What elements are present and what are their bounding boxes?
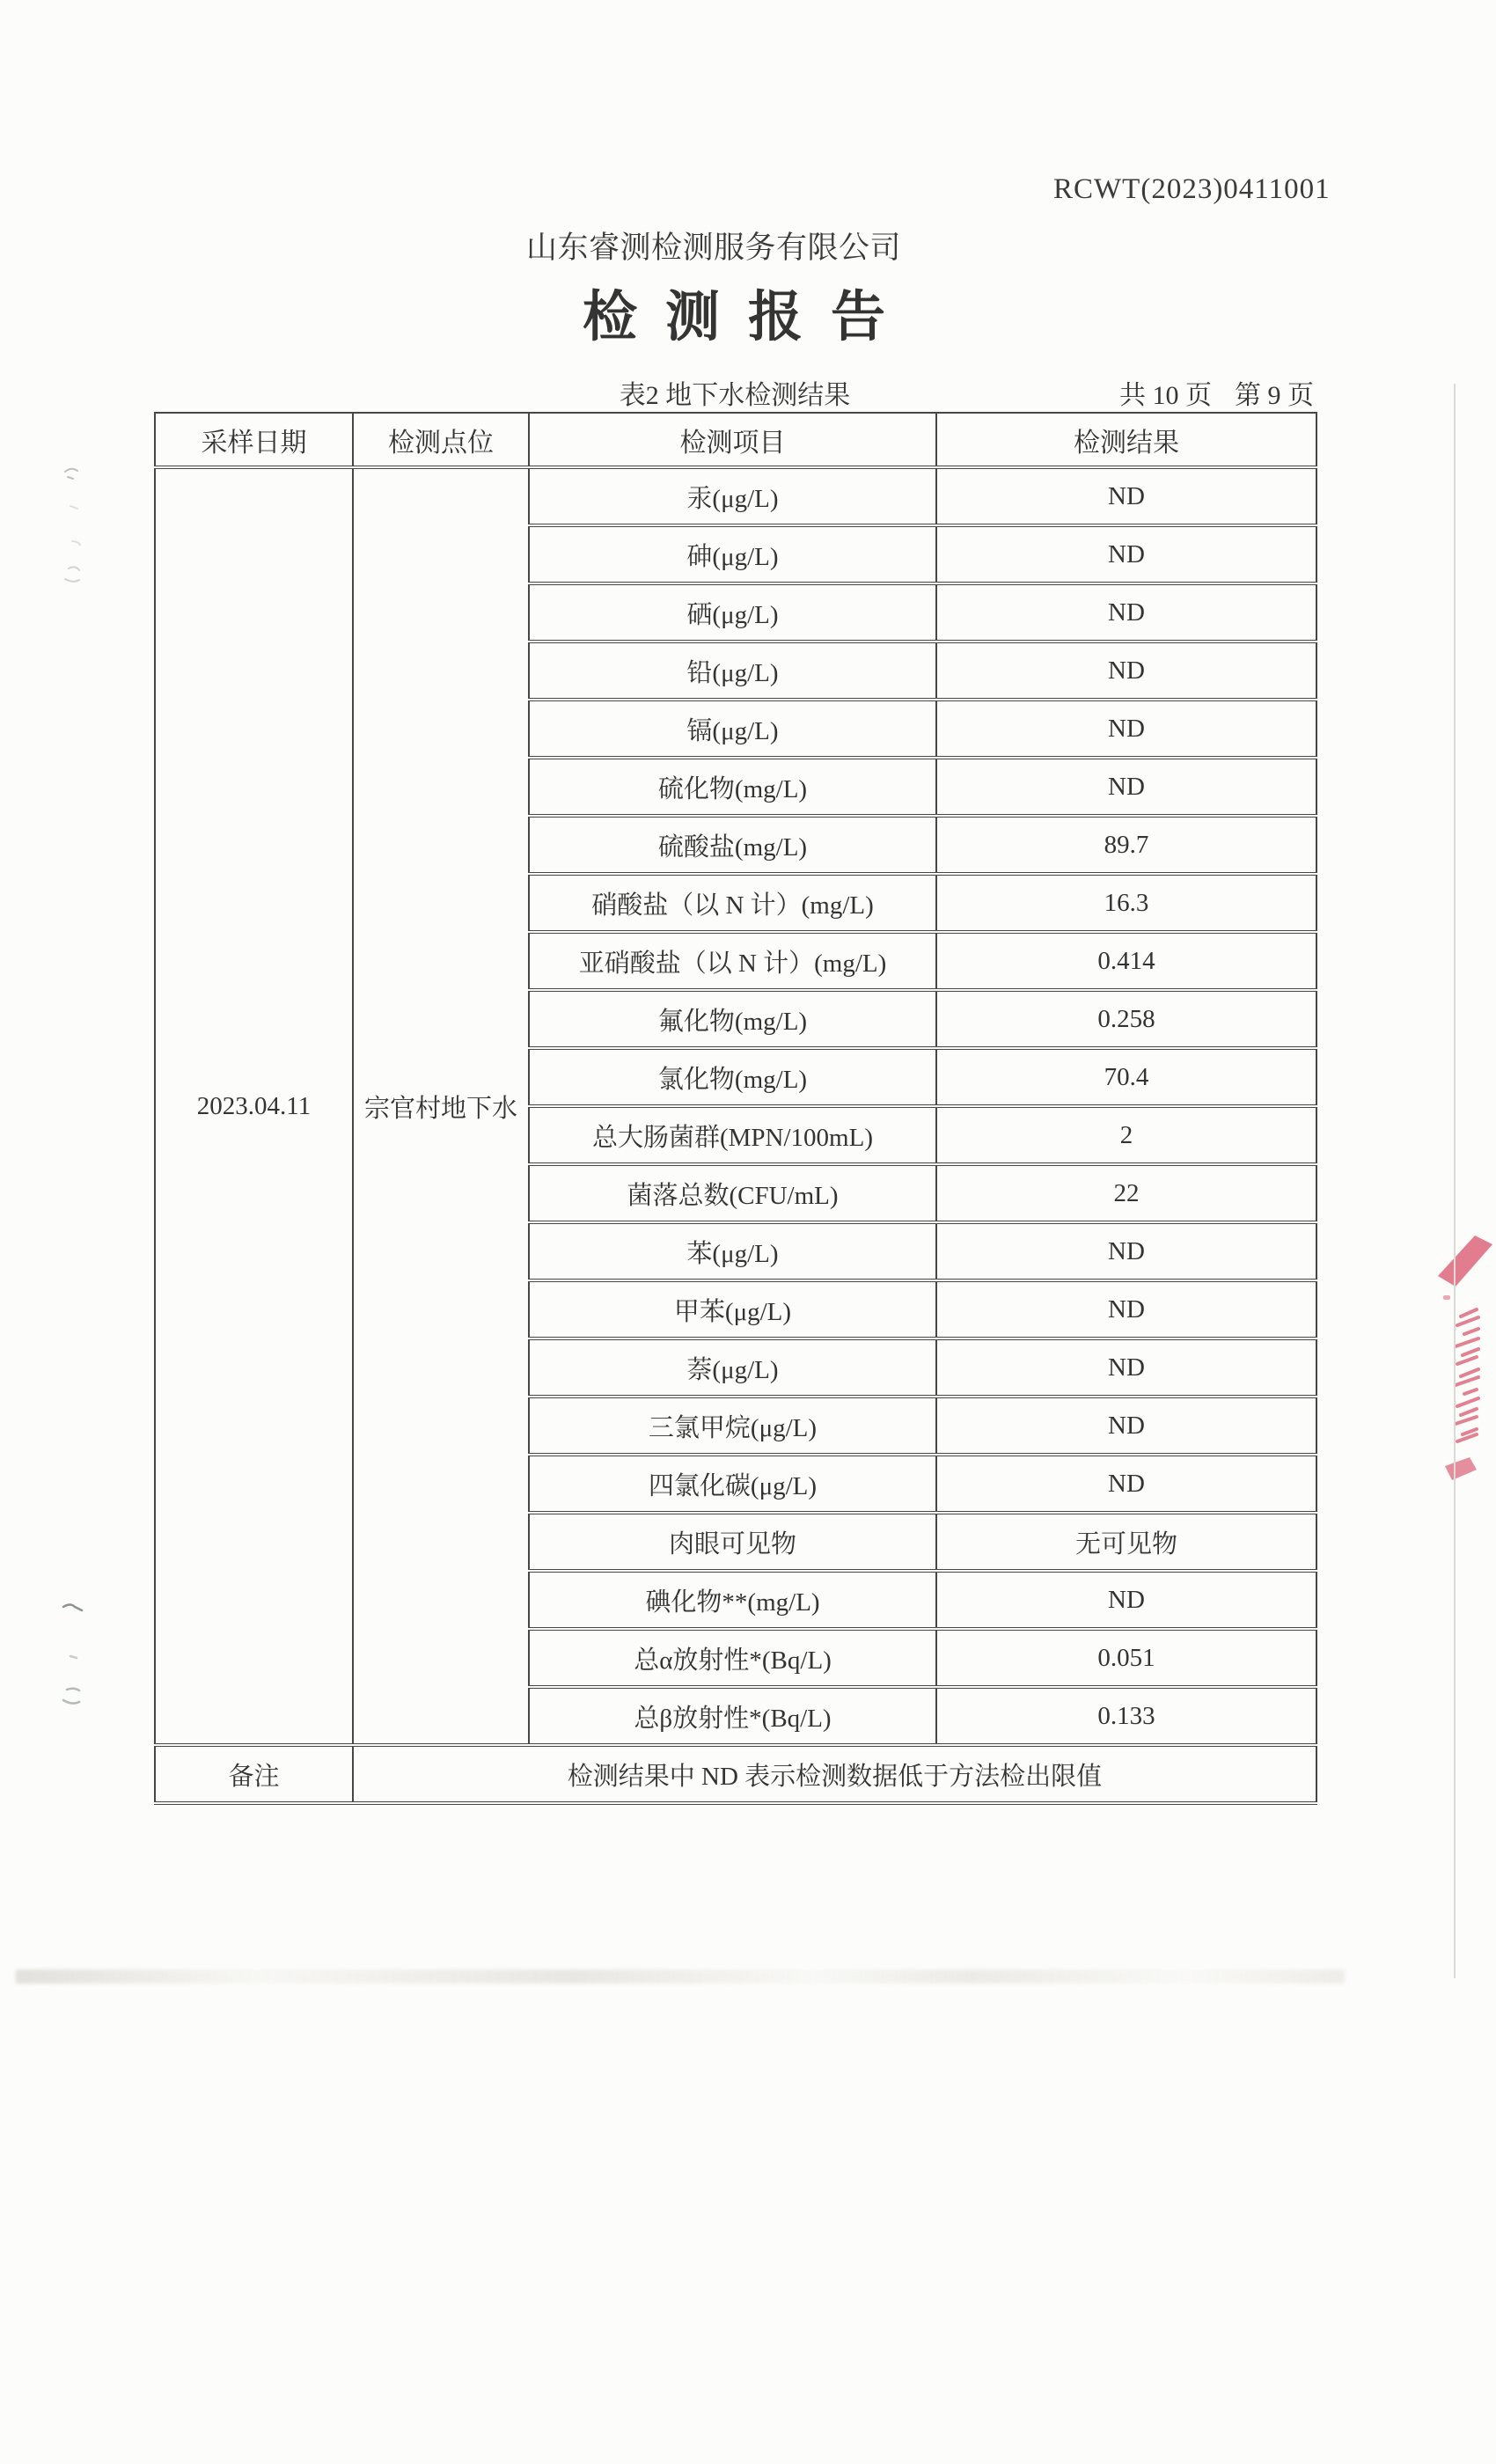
test-item-cell: 总β放射性*(Bq/L) [529, 1687, 936, 1745]
company-name: 山东睿测检测服务有限公司 [526, 231, 902, 265]
note-label-cell: 备注 [155, 1745, 353, 1803]
sample-date-cell: 2023.04.11 [155, 467, 353, 1745]
test-item-cell: 硫化物(mg/L) [529, 758, 936, 816]
test-result-cell: 89.7 [936, 816, 1316, 874]
test-result-cell: 0.051 [936, 1629, 1316, 1687]
sample-point-cell: 宗官村地下水 [353, 467, 529, 1745]
note-row [155, 1745, 1316, 1803]
test-item-cell: 四氯化碳(μg/L) [529, 1455, 936, 1513]
test-item-cell: 苯(μg/L) [529, 1222, 936, 1280]
test-result-cell: ND [936, 1571, 1316, 1629]
report-code: RCWT(2023)0411001 [1053, 173, 1331, 205]
pencil-marks-bottom [39, 1595, 100, 1735]
test-result-cell: ND [936, 1222, 1316, 1280]
scan-smudge [16, 1969, 1345, 1984]
test-item-cell: 硒(μg/L) [529, 583, 936, 642]
test-result-cell: ND [936, 1455, 1316, 1513]
test-result-cell: ND [936, 1397, 1316, 1455]
test-result-cell: ND [936, 700, 1316, 758]
test-item-cell: 铅(μg/L) [529, 642, 936, 700]
test-item-cell: 碘化物**(mg/L) [529, 1571, 936, 1629]
table-caption: 表2 地下水检测结果 [619, 381, 851, 410]
test-item-cell: 甲苯(μg/L) [529, 1280, 936, 1338]
pencil-marks-top [39, 458, 100, 607]
test-result-cell: 0.133 [936, 1687, 1316, 1745]
test-item-cell: 亚硝酸盐（以 N 计）(mg/L) [529, 932, 936, 990]
header-row [155, 413, 1316, 467]
test-item-cell: 汞(μg/L) [529, 467, 936, 525]
red-seal-fragment [1431, 1230, 1496, 1499]
test-result-cell: ND [936, 1280, 1316, 1338]
test-result-cell: ND [936, 583, 1316, 642]
test-item-cell: 三氯甲烷(μg/L) [529, 1397, 936, 1455]
test-item-cell: 氯化物(mg/L) [529, 1048, 936, 1106]
test-result-cell: 无可见物 [936, 1513, 1316, 1571]
pages-total: 共 10 页 [1119, 381, 1212, 410]
test-item-cell: 肉眼可见物 [529, 1513, 936, 1571]
test-result-cell: 0.258 [936, 990, 1316, 1048]
scan-edge-line [1454, 384, 1456, 1978]
test-item-cell: 镉(μg/L) [529, 700, 936, 758]
test-result-cell: ND [936, 1338, 1316, 1397]
pagination [1119, 373, 1314, 412]
test-item-cell: 总大肠菌群(MPN/100mL) [529, 1106, 936, 1164]
test-result-cell: 16.3 [936, 874, 1316, 932]
note-text-cell: 检测结果中 ND 表示检测数据低于方法检出限值 [353, 1745, 1316, 1803]
results-table [154, 412, 1317, 1805]
col-header-test-result: 检测结果 [936, 413, 1316, 467]
test-item-cell: 萘(μg/L) [529, 1338, 936, 1397]
test-item-cell: 菌落总数(CFU/mL) [529, 1164, 936, 1222]
col-header-test-item: 检测项目 [529, 413, 936, 467]
results-body [155, 467, 1316, 1803]
test-result-cell: 0.414 [936, 932, 1316, 990]
page-current: 第 9 页 [1235, 381, 1314, 410]
test-item-cell: 总α放射性*(Bq/L) [529, 1629, 936, 1687]
test-result-cell: 70.4 [936, 1048, 1316, 1106]
test-result-cell: ND [936, 758, 1316, 816]
col-header-sample-point: 检测点位 [353, 413, 529, 467]
test-result-cell: 2 [936, 1106, 1316, 1164]
test-result-cell: ND [936, 467, 1316, 525]
test-item-cell: 氟化物(mg/L) [529, 990, 936, 1048]
test-item-cell: 硫酸盐(mg/L) [529, 816, 936, 874]
test-item-cell: 硝酸盐（以 N 计）(mg/L) [529, 874, 936, 932]
col-header-sample-date: 采样日期 [155, 413, 353, 467]
test-result-cell: ND [936, 525, 1316, 583]
report-title: 检测报告 [583, 288, 914, 348]
test-result-cell: 22 [936, 1164, 1316, 1222]
caption-row [154, 373, 1316, 410]
test-item-cell: 砷(μg/L) [529, 525, 936, 583]
table-row [155, 467, 1316, 525]
test-result-cell: ND [936, 642, 1316, 700]
